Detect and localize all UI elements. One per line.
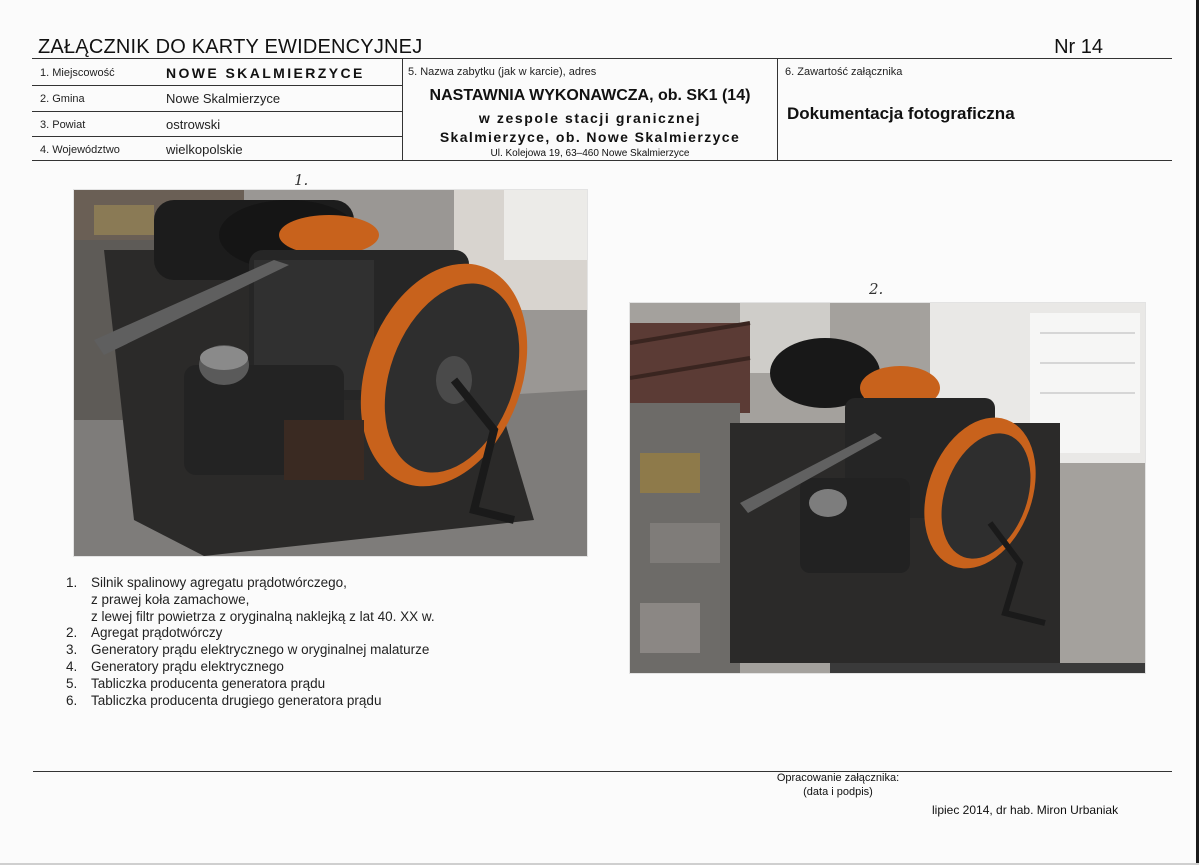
table-row-divider (32, 85, 402, 86)
caption-item (66, 575, 435, 592)
caption-number: 5. (66, 675, 78, 691)
prepared-hint: (data i podpis) (803, 786, 873, 798)
caption-number: 3. (66, 642, 78, 658)
gmina-value: Nowe Skalmierzyce (166, 91, 281, 106)
zabytek-address: Ul. Kolejowa 19, 63–460 Nowe Skalmierzyce (490, 148, 690, 159)
caption-number: 4. (66, 658, 78, 674)
caption-text: Silnik spalinowy agregatu prądotwórczego, (91, 575, 347, 590)
photo-captions (66, 575, 435, 709)
zabytek-label: 5. Nazwa zabytku (jak w karcie), adres (408, 66, 597, 78)
powiat-label: 3. Powiat (40, 119, 86, 131)
engine-photo-1-image (74, 190, 587, 556)
table-column-divider (402, 58, 403, 160)
caption-item (66, 642, 435, 659)
zawartosc-label: 6. Zawartość załącznika (785, 66, 903, 78)
zabytek-location: Skalmierzyce, ob. Nowe Skalmierzyce (439, 129, 741, 145)
footer-divider (33, 771, 1172, 772)
table-row-divider (32, 136, 402, 137)
prepared-label: Opracowanie załącznika: (776, 772, 900, 784)
table-top-border (32, 58, 1172, 59)
caption-item (66, 676, 435, 693)
gmina-label: 2. Gmina (40, 93, 85, 105)
caption-number: 2. (66, 625, 78, 641)
caption-text: z lewej filtr powietrza z oryginalną naklejką z lat 40. XX w. (91, 608, 435, 624)
caption-item (66, 693, 435, 710)
photo1-handwritten-number: 1. (294, 171, 309, 189)
zabytek-ensemble: w zespole stacji granicznej (478, 110, 702, 126)
signature: lipiec 2014, dr hab. Miron Urbaniak (932, 803, 1119, 817)
document-number: Nr 14 (1054, 36, 1103, 58)
zabytek-name: NASTAWNIA WYKONAWCZA, ob. SK1 (14) (429, 87, 751, 104)
caption-text: Generatory prądu elektrycznego (91, 658, 284, 674)
table-row-divider (32, 111, 402, 112)
caption-item (66, 625, 435, 642)
wojewodztwo-label: 4. Województwo (40, 144, 120, 156)
engine-photo-2 (630, 303, 1145, 673)
caption-text: z prawej koła zamachowe, (91, 591, 250, 607)
photo2-handwritten-number: 2. (869, 280, 884, 298)
document-title: ZAŁĄCZNIK DO KARTY EWIDENCYJNEJ (38, 36, 423, 58)
wojewodztwo-value: wielkopolskie (166, 142, 243, 157)
engine-photo-1 (74, 190, 587, 556)
zawartosc-value: Dokumentacja fotograficzna (787, 104, 1015, 123)
miejscowosc-label: 1. Miejscowość (40, 67, 115, 79)
miejscowosc-value: NOWE SKALMIERZYCE (166, 65, 365, 81)
caption-number: 6. (66, 692, 78, 708)
caption-text: Agregat prądotwórczy (91, 625, 223, 641)
table-column-divider (777, 58, 778, 160)
caption-text: Generatory prądu elektrycznego w oryginalnej malaturze (91, 642, 430, 658)
caption-text: Tabliczka producenta generatora prądu (91, 675, 326, 691)
caption-item (66, 659, 435, 676)
caption-text: Tabliczka producenta drugiego generatora prądu (91, 692, 382, 708)
table-bottom-border (32, 160, 1172, 161)
powiat-value: ostrowski (166, 117, 221, 132)
caption-number: 1. (66, 575, 78, 590)
engine-photo-2-image (630, 303, 1145, 673)
